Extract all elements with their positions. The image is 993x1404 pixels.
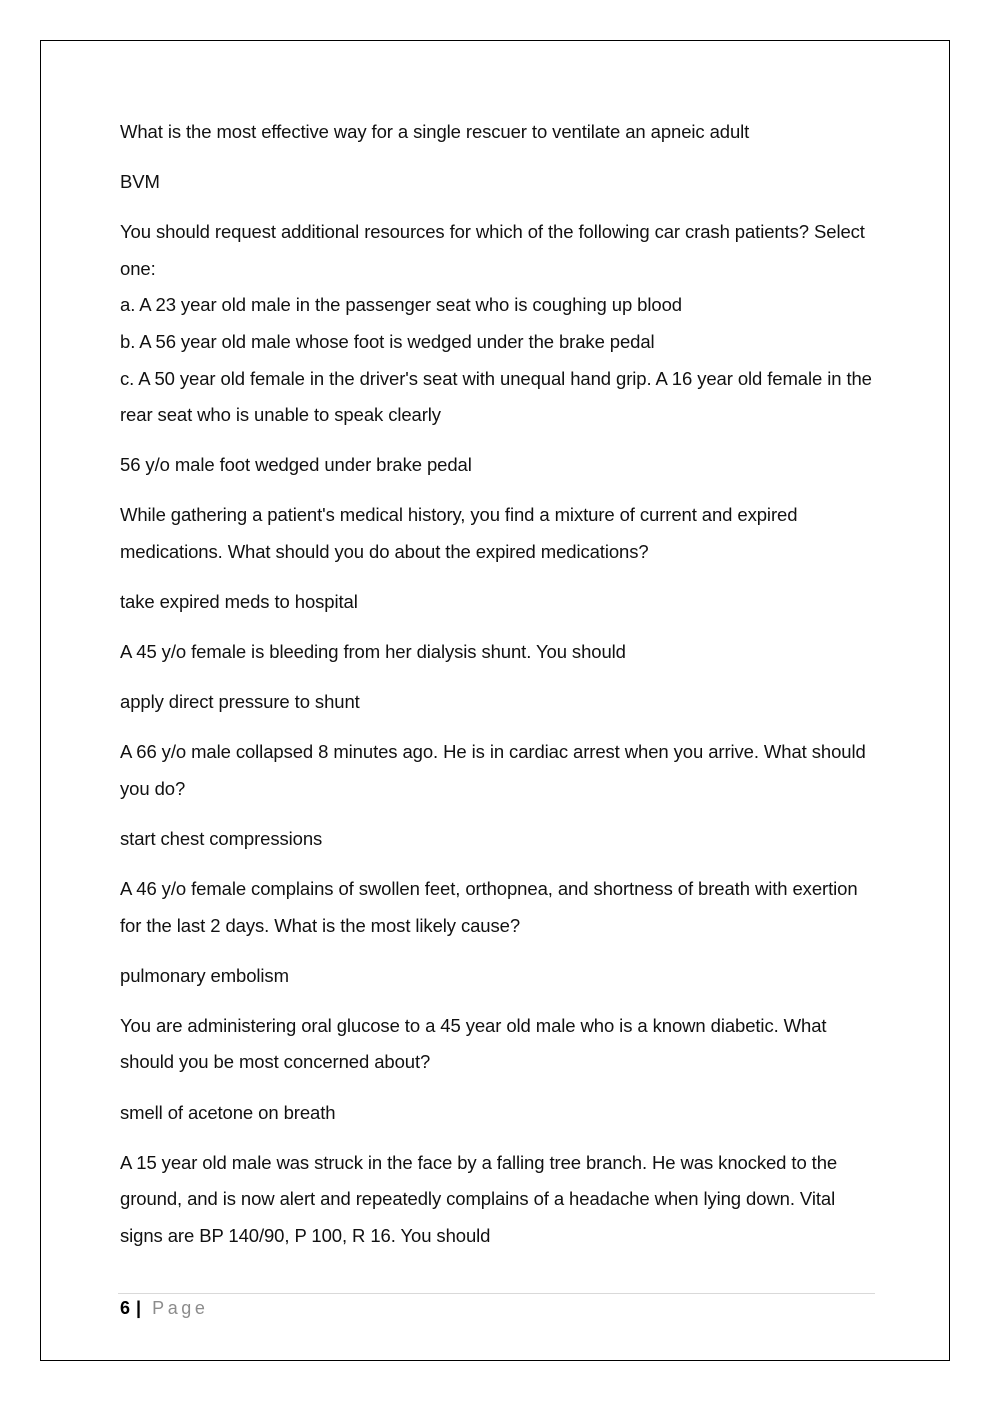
question-ventilation: What is the most effective way for a single rescuer to ventilate an apneic adult bbox=[120, 121, 750, 142]
option-a: a. A 23 year old male in the passenger seat who is coughing up blood bbox=[120, 294, 682, 316]
footer-separator: | bbox=[136, 1298, 142, 1318]
question-car-crash: You should request additional resources for which of the following car crash patients? Select one: bbox=[120, 221, 865, 279]
answer-cardiac-arrest: start chest compressions bbox=[120, 828, 323, 849]
question-tree-branch: A 15 year old male was struck in the face by a falling tree branch. He was knocked to the ground, and is now alert and repeatedly complains of a headache when lying down. Vital signs are BP 140/90, P 100, R 16. You should bbox=[120, 1151, 838, 1246]
question-oral-glucose: You are administering oral glucose to a 45 year old male who is a known diabetic. What should you be most concerned about? bbox=[120, 1014, 827, 1073]
answer-expired-meds: take expired meds to hospital bbox=[120, 591, 358, 613]
question-car-crash-block bbox=[120, 214, 880, 434]
answer-swollen-feet: pulmonary embolism bbox=[120, 964, 289, 986]
question-expired-meds: While gathering a patient's medical history, you find a mixture of current and expired medications. What should you do about the expired medications? bbox=[120, 504, 798, 562]
option-b: b. A 56 year old male whose foot is wedged under the brake pedal bbox=[120, 330, 655, 352]
document-body bbox=[120, 114, 880, 1268]
option-c: c. A 50 year old female in the driver's seat with unequal hand grip. A 16 year old female in the rear seat who is unable to speak clearly bbox=[120, 367, 872, 426]
answer-dialysis-shunt: apply direct pressure to shunt bbox=[120, 691, 360, 713]
footer-divider bbox=[118, 1293, 875, 1294]
question-swollen-feet: A 46 y/o female complains of swollen feet, orthopnea, and shortness of breath with exertion for the last 2 days. What is the most likely cause? bbox=[120, 878, 858, 936]
question-dialysis-shunt: A 45 y/o female is bleeding from her dialysis shunt. You should bbox=[120, 641, 626, 663]
page-number: 6 bbox=[120, 1298, 131, 1318]
question-cardiac-arrest: A 66 y/o male collapsed 8 minutes ago. He is in cardiac arrest when you arrive. What should you do? bbox=[120, 741, 866, 799]
page-label: Page bbox=[152, 1298, 209, 1318]
answer-oral-glucose: smell of acetone on breath bbox=[120, 1101, 336, 1123]
answer-car-crash: 56 y/o male foot wedged under brake pedal bbox=[120, 454, 472, 476]
page-footer bbox=[120, 1296, 209, 1320]
answer-ventilation: BVM bbox=[120, 171, 160, 193]
